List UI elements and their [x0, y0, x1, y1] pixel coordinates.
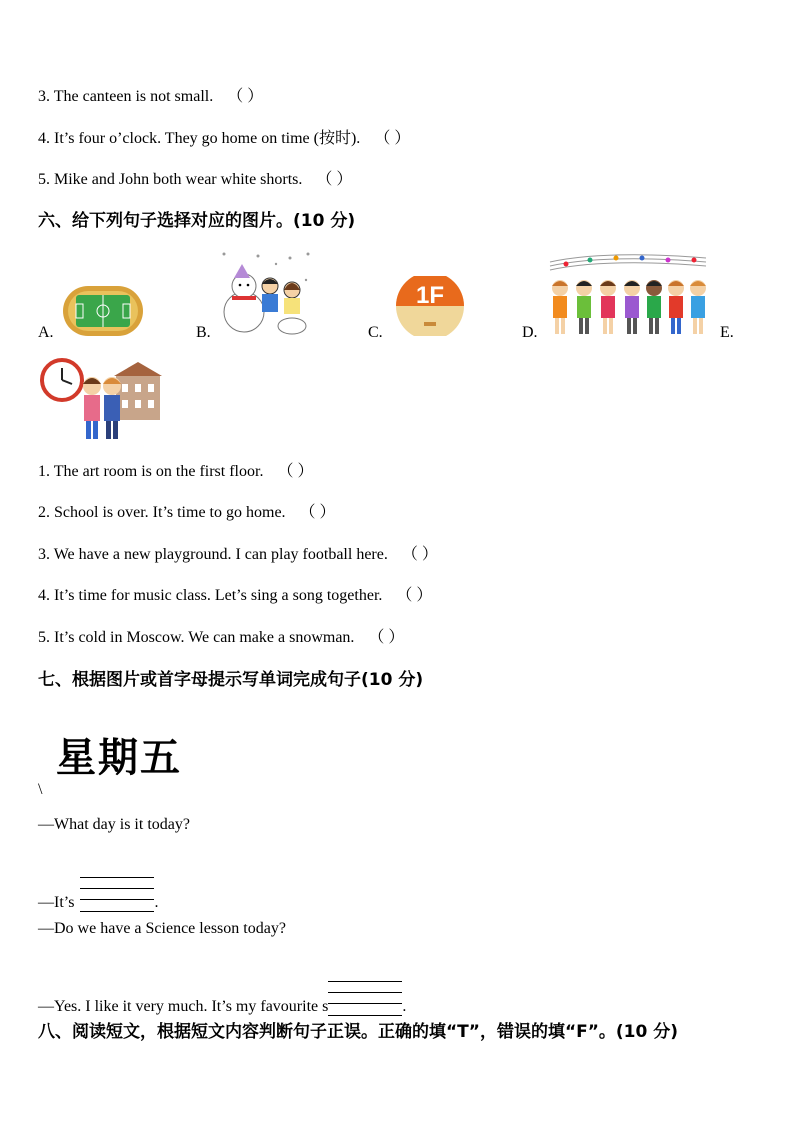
answer-parentheses[interactable]: （ ）: [396, 587, 433, 604]
first-floor-sign-icon: [394, 276, 466, 336]
answer-parentheses[interactable]: （ ）: [316, 171, 353, 188]
weekday-picture-text: 星期五: [56, 735, 182, 781]
question-5-5: [38, 170, 352, 190]
question-6-3: [38, 545, 438, 565]
answer-parentheses[interactable]: （ ）: [368, 629, 405, 646]
snowman-children-icon: [218, 250, 314, 338]
question-text: 5. Mike and John both wear white shorts.: [38, 171, 303, 188]
section-7-heading: 七、根据图片或首字母提示写单词完成句子(10 分): [38, 670, 424, 690]
running-track-icon: [62, 284, 144, 338]
question-5-4: [38, 129, 410, 149]
answer-prefix: —It’s: [38, 894, 75, 911]
answer-suffix: .: [402, 998, 407, 1015]
answer-prefix: —Yes. I like it very much. It’s my favourite s: [38, 998, 329, 1015]
question-text: 4. It’s time for music class. Let’s sing a song together.: [38, 587, 383, 604]
picture-label-d: D.: [522, 324, 538, 341]
answer-parentheses[interactable]: （ ）: [227, 88, 264, 105]
answer-parentheses[interactable]: （ ）: [299, 504, 336, 521]
answer-parentheses[interactable]: （ ）: [277, 463, 314, 480]
question-6-4: [38, 586, 432, 606]
question-text: 2. School is over. It’s time to go home.: [38, 504, 286, 521]
question-text: 3. The canteen is not small.: [38, 88, 214, 105]
writing-blank-2[interactable]: [328, 981, 402, 1017]
floor-sign-text: 1F: [415, 282, 444, 309]
backslash-mark: \: [38, 781, 43, 798]
question-5-3: [38, 87, 263, 107]
question-6-2: [38, 503, 336, 523]
answer-suffix: .: [154, 894, 159, 911]
dialogue-question-2: —Do we have a Science lesson today?: [38, 920, 286, 937]
dialogue-answer-2: [38, 981, 406, 1017]
answer-parentheses[interactable]: （ ）: [374, 130, 411, 147]
section-6-heading: 六、给下列句子选择对应的图片。(10 分): [38, 211, 356, 231]
dialogue-question-1: —What day is it today?: [38, 816, 190, 833]
dialogue-answer-1: [38, 877, 158, 913]
question-text: 1. The art room is on the first floor.: [38, 463, 264, 480]
children-singing-icon: [546, 248, 710, 340]
question-6-5: [38, 628, 404, 648]
answer-parentheses[interactable]: （ ）: [401, 546, 438, 563]
clock-children-school-icon: [40, 356, 162, 442]
question-6-1: [38, 462, 313, 482]
picture-label-e: E.: [720, 324, 734, 341]
question-text: 5. It’s cold in Moscow. We can make a snowman.: [38, 629, 355, 646]
question-text: 3. We have a new playground. I can play football here.: [38, 546, 388, 563]
picture-label-a: A.: [38, 324, 54, 341]
section-8-heading: 八、阅读短文，根据短文内容判断句子正误。正确的填“T”，错误的填“F”。(10 分): [38, 1022, 679, 1042]
writing-blank-1[interactable]: [80, 877, 154, 913]
question-text: 4. It’s four o’clock. They go home on time (按时).: [38, 130, 361, 147]
picture-label-b: B.: [196, 324, 211, 341]
picture-label-c: C.: [368, 324, 383, 341]
